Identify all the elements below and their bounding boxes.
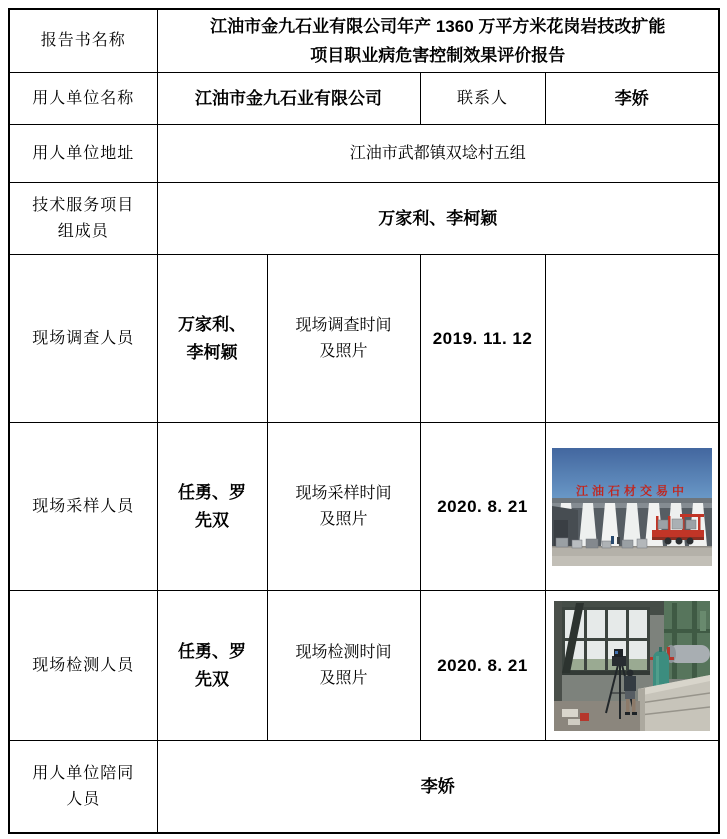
factory-exterior-photo [552,448,712,566]
escort-label-line1: 用人单位陪同 [32,764,135,782]
survey-time-label-line1: 现场调查时间 [295,317,392,335]
row-employer-name [9,73,719,125]
row-site-sampling [9,423,719,591]
survey-personnel-label: 现场调查人员 [9,255,157,423]
testing-time-label [267,591,420,741]
contact-label: 联系人 [420,73,545,125]
red-toolbox [580,713,589,721]
employer-name-label: 用人单位名称 [9,73,157,125]
testing-names-line1: 任勇、罗 [178,642,246,662]
row-service-team [9,183,719,255]
sampling-time-label-line2: 及照片 [319,510,368,528]
row-site-testing [9,591,719,741]
sampling-personnel-names [157,423,267,591]
escort-value: 李娇 [157,741,719,833]
survey-time-label [267,255,420,423]
sampling-date: 2020. 8. 21 [420,423,545,591]
factory-banner-text: 江油石材交易中 [575,483,688,498]
person-figure [611,536,614,544]
sampling-photo-cell [545,423,719,591]
report-title-label: 报告书名称 [9,9,157,73]
sampling-personnel-label: 现场采样人员 [9,423,157,591]
testing-personnel-names [157,591,267,741]
testing-time-label-line2: 及照片 [319,669,368,687]
report-title-line2: 项目职业病危害控制效果评价报告 [310,46,566,66]
service-team-label-line2: 组成员 [57,222,109,240]
employer-name-value: 江油市金九石业有限公司 [157,73,420,125]
service-team-label [9,183,157,255]
sampling-time-label [267,423,420,591]
row-site-survey [9,255,719,423]
survey-personnel-names [157,255,267,423]
row-escort-personnel [9,741,719,833]
report-title-line1: 江油市金九石业有限公司年产 1360 万平方米花岗岩技改扩能 [210,17,666,36]
contact-value: 李娇 [545,73,719,125]
report-title-value [157,9,719,73]
survey-names-line1: 万家利、 [178,315,246,335]
survey-names-line2: 李柯颖 [186,342,238,362]
testing-time-label-line1: 现场检测时间 [295,644,392,662]
report-info-table [8,8,720,834]
workshop-interior-photo [554,601,710,731]
sampling-time-label-line1: 现场采样时间 [295,485,392,503]
survey-date: 2019. 11. 12 [420,255,545,423]
service-team-label-line1: 技术服务项目 [32,197,135,215]
escort-label [9,741,157,833]
survey-time-label-line2: 及照片 [319,342,368,360]
survey-photo-cell-empty [545,255,719,423]
person-figure [617,537,620,544]
employer-address-value: 江油市武都镇双埝村五组 [157,125,719,183]
row-report-title [9,9,719,73]
testing-names-line2: 先双 [195,669,229,689]
service-team-value: 万家利、李柯颖 [157,183,719,255]
testing-date: 2020. 8. 21 [420,591,545,741]
sampling-names-line2: 先双 [195,510,229,530]
testing-photo-cell [545,591,719,741]
escort-label-line2: 人员 [66,790,101,808]
sampling-names-line1: 任勇、罗 [178,483,246,503]
testing-personnel-label: 现场检测人员 [9,591,157,741]
row-employer-address [9,125,719,183]
employer-address-label: 用人单位地址 [9,125,157,183]
